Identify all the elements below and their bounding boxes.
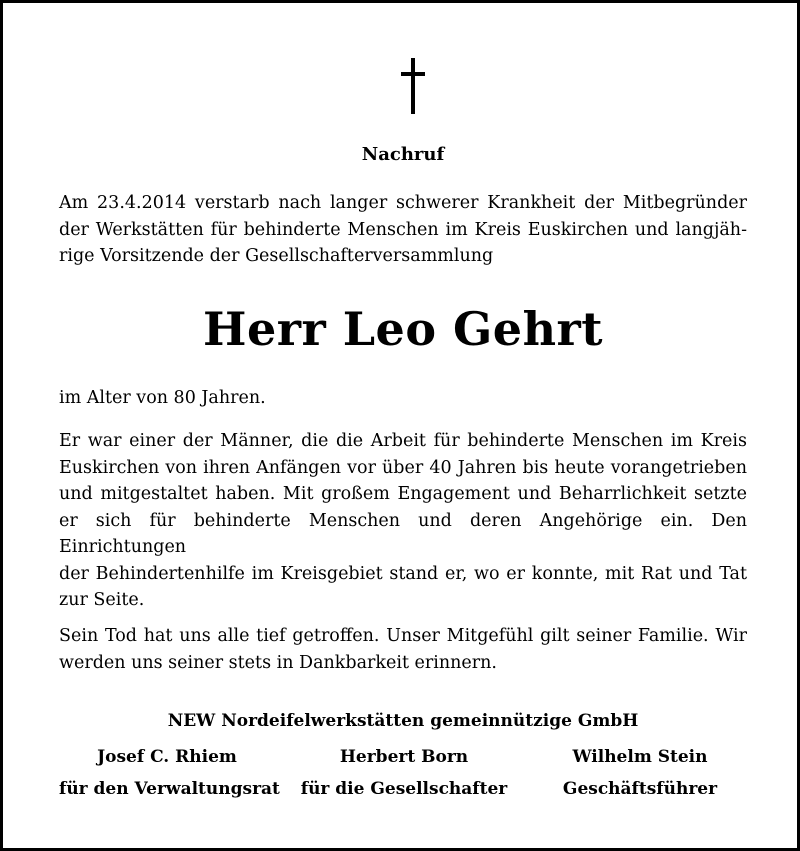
cross-vertical-bar	[411, 58, 415, 114]
condolence-line: Sein Tod hat uns alle tief getroffen. Unser Mitgefühl gilt seiner Familie. Wir	[59, 626, 747, 646]
obituary-heading: Nachruf	[361, 144, 445, 165]
signatory-name: Herbert Born	[339, 747, 469, 767]
tribute-line: und mitgestaltet haben. Mit großem Engagement und Beharrlichkeit setzte	[59, 484, 747, 504]
signatory-name: Wilhelm Stein	[572, 747, 708, 767]
tribute-line: zur Seite.	[59, 590, 145, 610]
organization-name: NEW Nordeifelwerkstätten gemeinnützige GmbH	[167, 711, 639, 731]
cross-icon	[401, 58, 425, 114]
deceased-name: Herr Leo Gehrt	[203, 302, 603, 356]
intro-line: rige Vorsitzende der Gesellschafterversammlung	[59, 246, 494, 266]
age-paragraph	[59, 385, 747, 412]
signatory-1	[59, 741, 280, 805]
age-line: im Alter von 80 Jahren.	[59, 388, 266, 408]
signatory-role: Geschäftsführer	[562, 779, 718, 799]
intro-line: der Werkstätten für behinderte Menschen im Kreis Euskirchen und langjäh-	[59, 219, 747, 240]
signatory-role: für den Verwaltungsrat	[59, 779, 280, 799]
condolence-paragraph	[59, 623, 747, 676]
signatory-role: für die Gesellschafter	[300, 779, 508, 799]
tribute-line: Euskirchen von ihren Anfängen vor über 40 Jahren bis heute vorangetrieben	[59, 457, 747, 478]
cross-horizontal-bar	[401, 72, 425, 76]
tribute-line: Er war einer der Männer, die die Arbeit für behinderte Menschen im Kreis	[59, 431, 747, 451]
tribute-paragraph	[59, 428, 747, 614]
tribute-line: der Behindertenhilfe im Kreisgebiet stand er, wo er konnte, mit Rat und Tat	[59, 563, 747, 584]
signatory-3	[555, 741, 725, 805]
signatory-2	[293, 741, 515, 805]
intro-line: Am 23.4.2014 verstarb nach langer schwerer Krankheit der Mitbegründer	[59, 193, 747, 213]
intro-paragraph	[59, 190, 747, 270]
condolence-line: werden uns seiner stets in Dankbarkeit erinnern.	[59, 652, 497, 673]
signatory-name: Josef C. Rhiem	[97, 747, 237, 767]
tribute-line: er sich für behinderte Menschen und deren Angehörige ein. Den Einrichtungen	[59, 510, 747, 557]
